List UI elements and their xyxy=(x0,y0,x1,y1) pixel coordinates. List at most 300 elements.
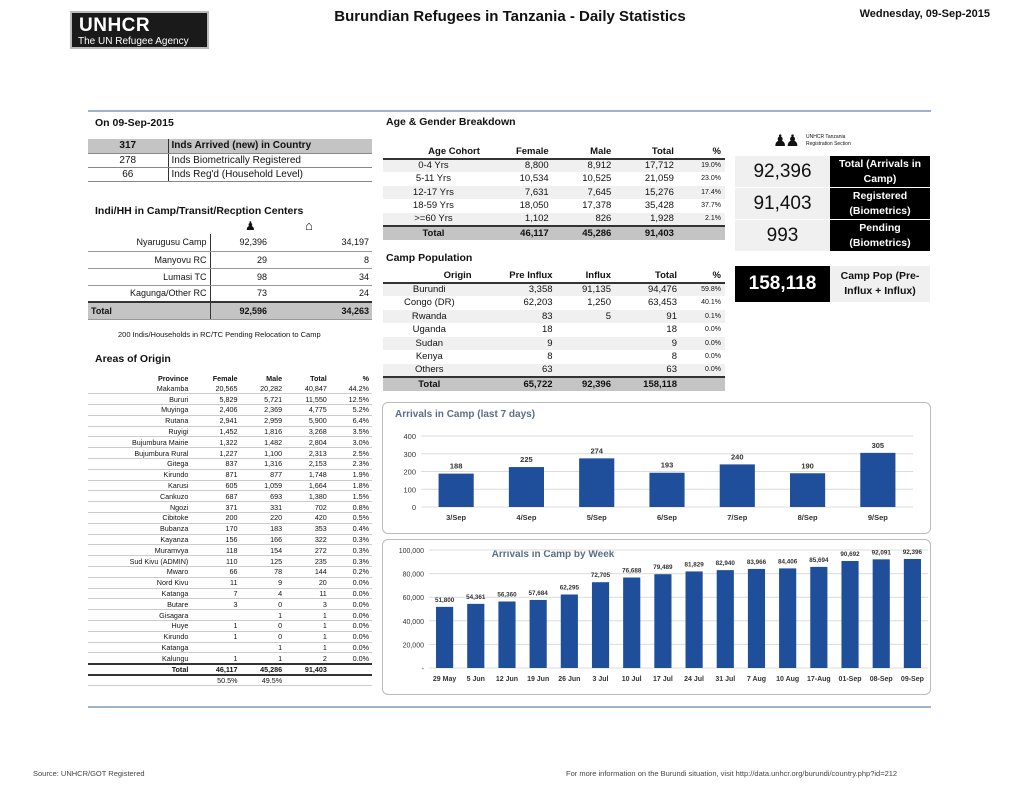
camp-total-total: 158,118 xyxy=(615,377,681,391)
table-row xyxy=(88,251,372,268)
camp-influx xyxy=(557,337,615,351)
daily-value: 66 xyxy=(88,167,168,181)
origin-total-total: 91,403 xyxy=(285,664,330,675)
y-tick-label: 60,000 xyxy=(402,595,424,603)
daily-row xyxy=(88,139,372,153)
table-row xyxy=(88,415,372,426)
origin-province: Sud Kivu (ADMIN) xyxy=(88,556,191,567)
y-tick-label: 100,000 xyxy=(398,548,424,555)
origin-total: 144 xyxy=(285,567,330,578)
origin-female: 605 xyxy=(191,480,240,491)
origin-pct: 0.0% xyxy=(330,610,372,621)
age-pct: 19.0% xyxy=(678,159,725,173)
data-label: 193 xyxy=(660,460,674,470)
origin-male: 125 xyxy=(240,556,285,567)
person-icon: ♟ xyxy=(245,219,256,233)
center-households: 34 xyxy=(270,268,372,285)
daily-label: Inds Reg'd (Household Level) xyxy=(168,167,372,181)
age-pct-total xyxy=(678,226,725,240)
origin-province: Nord Kivu xyxy=(88,577,191,588)
origin-province: Gitega xyxy=(88,459,191,470)
bar xyxy=(810,567,827,668)
x-tick-label: 7/Sep xyxy=(727,513,748,522)
age-cohort: 0-4 Yrs xyxy=(383,159,484,173)
table-row xyxy=(88,621,372,632)
table-row xyxy=(383,186,725,200)
table-row xyxy=(88,502,372,513)
camp-pct: 0.0% xyxy=(681,337,725,351)
origin-total: 1 xyxy=(285,610,330,621)
origin-female: 1,452 xyxy=(191,426,240,437)
chart-title: Arrivals in Camp by Week xyxy=(491,549,615,560)
x-tick-label: 5 Jun xyxy=(466,676,485,683)
origin-male: 166 xyxy=(240,534,285,545)
kpi-camp-pop xyxy=(735,266,930,302)
camp-influx xyxy=(557,350,615,364)
age-gender-body xyxy=(383,159,725,240)
age-pct: 17.4% xyxy=(678,186,725,200)
age-cohort: 12-17 Yrs xyxy=(383,186,484,200)
camp-origin: Rwanda xyxy=(383,310,476,324)
origin-male: 183 xyxy=(240,523,285,534)
camp-pre-influx: 62,203 xyxy=(523,297,553,309)
x-tick-label: 4/Sep xyxy=(516,513,537,522)
bar xyxy=(860,453,895,507)
origin-province: Muramvya xyxy=(88,545,191,556)
origin-male: 2,369 xyxy=(240,405,285,416)
origin-province: Kirundo xyxy=(88,631,191,642)
bottom-divider xyxy=(88,706,931,708)
table-row xyxy=(383,323,725,337)
data-label: 90,692 xyxy=(840,550,860,558)
bar xyxy=(790,473,825,507)
table-row xyxy=(88,491,372,502)
origin-province: Karusi xyxy=(88,480,191,491)
unhcr-logo xyxy=(70,11,209,49)
origin-male: 220 xyxy=(240,513,285,524)
table-row xyxy=(88,513,372,524)
table-row xyxy=(383,350,725,364)
table-row xyxy=(88,642,372,653)
x-tick-label: 3 Jul xyxy=(592,676,609,683)
logo-sub-text: The UN Refugee Agency xyxy=(78,36,189,47)
table-row xyxy=(88,405,372,416)
kpi-legend-line2: Registration Section xyxy=(806,141,851,147)
table-row xyxy=(88,394,372,405)
origin-total: 11,550 xyxy=(285,394,330,405)
bar xyxy=(649,473,684,507)
origin-female: 687 xyxy=(191,491,240,502)
camp-origin: Kenya xyxy=(415,351,443,363)
age-col-total: Total xyxy=(615,145,678,159)
camp-pre-influx: 63 xyxy=(476,364,557,378)
table-row xyxy=(88,268,372,285)
logo-main-text: UNHCR xyxy=(79,15,151,36)
camp-pct-total xyxy=(681,377,725,391)
table-row xyxy=(88,534,372,545)
origin-pct: 5.2% xyxy=(330,405,372,416)
origin-heading: Areas of Origin xyxy=(95,353,171,365)
table-total-row xyxy=(88,302,372,319)
data-label: 83,966 xyxy=(746,558,767,566)
table-row xyxy=(383,199,725,213)
camp-total: 94,476 xyxy=(615,283,681,297)
camp-total: 63,453 xyxy=(647,297,677,309)
camp-pct: 40.1% xyxy=(701,299,721,307)
age-total: 1,928 xyxy=(615,213,678,227)
origin-pct: 0.3% xyxy=(330,556,372,567)
y-tick-label: - xyxy=(421,666,424,673)
origin-pct: 2.5% xyxy=(330,448,372,459)
origin-province: Bujumbura Rural xyxy=(88,448,191,459)
household-icon: ⌂ xyxy=(305,218,313,233)
origin-male: 877 xyxy=(240,469,285,480)
origin-province: Bujumbura Mairie xyxy=(88,437,191,448)
table-row xyxy=(88,437,372,448)
camp-pct: 59.8% xyxy=(681,283,725,297)
center-name: Kagunga/Other RC xyxy=(88,285,210,302)
age-cohort-total: Total xyxy=(383,226,484,240)
bar xyxy=(841,561,858,668)
origin-female: 66 xyxy=(191,567,240,578)
bar xyxy=(436,607,453,668)
data-label: 92,091 xyxy=(871,549,891,557)
origin-female: 1 xyxy=(191,653,240,664)
origin-male: 1,100 xyxy=(240,448,285,459)
origin-province: Katanga xyxy=(88,642,191,653)
origin-col-province: Province xyxy=(157,374,189,383)
origin-col-pct: % xyxy=(362,374,369,383)
data-label: 305 xyxy=(871,440,885,450)
center-households: 34,197 xyxy=(270,234,372,251)
origin-pct-share xyxy=(330,675,372,686)
origin-female: 156 xyxy=(191,534,240,545)
origin-province: Bururi xyxy=(88,394,191,405)
origin-male: 78 xyxy=(240,567,285,578)
kpi-pending xyxy=(735,220,930,251)
age-total: 15,276 xyxy=(615,186,678,200)
data-label: 274 xyxy=(590,446,603,456)
people-icon: ♟♟ xyxy=(773,133,798,150)
origin-province: Gisagara xyxy=(88,610,191,621)
camp-pre-influx: 3,358 xyxy=(476,283,557,297)
table-row xyxy=(383,159,725,173)
center-individuals: 29 xyxy=(210,251,270,268)
origin-pct: 0.3% xyxy=(330,545,372,556)
kpi-registered-value: 91,403 xyxy=(735,188,830,219)
bar xyxy=(873,559,890,668)
data-label: 62,295 xyxy=(559,584,579,592)
report-date: Wednesday, 09-Sep-2015 xyxy=(859,8,990,20)
data-label: 82,940 xyxy=(715,560,735,568)
x-tick-label: 08-Sep xyxy=(869,676,893,683)
bar xyxy=(748,569,765,668)
origin-province: Mwaro xyxy=(88,567,191,578)
table-row xyxy=(88,653,372,664)
origin-total: 1 xyxy=(285,642,330,653)
bar xyxy=(530,600,547,668)
origin-province: Bubanza xyxy=(88,523,191,534)
center-total-households: 34,263 xyxy=(270,302,372,319)
origin-total: 5,900 xyxy=(285,415,330,426)
origin-female: 2,406 xyxy=(191,405,240,416)
x-tick-label: 6/Sep xyxy=(656,513,678,522)
origin-province-total: Total xyxy=(88,664,191,675)
age-col-male: Male xyxy=(553,145,616,159)
origin-province: Ngozi xyxy=(88,502,191,513)
camp-pop-heading: Camp Population xyxy=(386,252,473,264)
centers-table xyxy=(88,234,372,320)
table-row xyxy=(88,567,372,578)
origin-pct: 0.0% xyxy=(330,642,372,653)
origin-male: 1,316 xyxy=(240,459,285,470)
bar xyxy=(509,467,544,507)
camp-origin-total: Total xyxy=(383,377,476,391)
age-col-cohort: Age Cohort xyxy=(383,145,484,159)
origin-pct: 0.0% xyxy=(330,621,372,632)
y-tick-label: 100 xyxy=(403,485,416,495)
origin-pct: 0.5% xyxy=(330,513,372,524)
kpi-pending-label: Pending (Biometrics) xyxy=(830,220,930,251)
origin-total: 1,748 xyxy=(285,469,330,480)
origin-total: 2,804 xyxy=(285,437,330,448)
origin-total: 272 xyxy=(285,545,330,556)
camp-pre-influx: 9 xyxy=(476,337,557,351)
data-label: 79,489 xyxy=(653,564,673,572)
page-title: Burundian Refugees in Tanzania - Daily Statistics xyxy=(334,8,686,25)
camp-origin: Burundi xyxy=(383,283,476,297)
x-tick-label: 01-Sep xyxy=(838,676,862,683)
age-col-pct: % xyxy=(678,145,725,159)
footer-source: Source: UNHCR/GOT Registered xyxy=(33,769,145,778)
table-header-row xyxy=(383,269,725,283)
x-tick-label: 7 Aug xyxy=(746,676,767,683)
data-label: 92,396 xyxy=(902,548,923,556)
bar xyxy=(654,574,671,668)
origin-total: 1 xyxy=(285,621,330,632)
origin-male: 1 xyxy=(240,642,285,653)
origin-total: 1,664 xyxy=(285,480,330,491)
origin-province: Cibitoke xyxy=(88,513,191,524)
origin-province: Makamba xyxy=(88,383,191,394)
kpi-total-value: 92,396 xyxy=(735,156,830,187)
origin-col-male: Male xyxy=(266,374,283,383)
age-female: 1,102 xyxy=(484,213,553,227)
table-row xyxy=(88,383,372,394)
origin-total: 235 xyxy=(285,556,330,567)
table-row xyxy=(383,296,725,310)
table-total-row xyxy=(383,377,725,391)
age-male-total: 45,286 xyxy=(553,226,616,240)
origin-province: Cankuzo xyxy=(88,491,191,502)
daily-label: Inds Arrived (new) in Country xyxy=(168,139,372,153)
x-tick-label: 31 Jul xyxy=(715,676,736,683)
origin-female: 1 xyxy=(191,631,240,642)
camp-pre-influx: 83 xyxy=(476,310,557,324)
daily-label: Inds Biometrically Registered xyxy=(168,153,372,167)
origin-total: 3 xyxy=(285,599,330,610)
camp-pre-influx-total: 65,722 xyxy=(476,377,557,391)
table-header-row xyxy=(383,145,725,159)
table-row xyxy=(88,448,372,459)
camp-total: 18 xyxy=(666,324,677,336)
chart-by-week xyxy=(382,539,931,695)
origin-total: 420 xyxy=(285,513,330,524)
age-male: 10,525 xyxy=(582,173,612,185)
kpi-camp-pop-value: 158,118 xyxy=(735,266,830,302)
origin-province: Huye xyxy=(88,621,191,632)
daily-value: 317 xyxy=(88,139,168,153)
data-label: 57,684 xyxy=(528,589,548,597)
center-individuals: 73 xyxy=(210,285,270,302)
x-tick-label: 3/Sep xyxy=(446,513,467,522)
camp-pct: 0.0% xyxy=(705,326,721,334)
y-tick-label: 200 xyxy=(403,467,416,477)
age-pct: 37.7% xyxy=(701,202,721,210)
age-pct: 2.1% xyxy=(678,213,725,227)
age-female: 7,631 xyxy=(484,186,553,200)
origin-col-total: Total xyxy=(310,374,327,383)
chart-title: Arrivals in Camp (last 7 days) xyxy=(395,409,536,420)
camp-origin: Uganda xyxy=(412,324,446,336)
table-row xyxy=(88,610,372,621)
origin-male: 0 xyxy=(240,621,285,632)
x-tick-label: 17-Aug xyxy=(806,676,831,683)
camp-col-origin: Origin xyxy=(383,269,476,283)
origin-male: 1,816 xyxy=(240,426,285,437)
origin-total: 2,153 xyxy=(285,459,330,470)
age-male: 7,645 xyxy=(553,186,616,200)
center-total-label: Total xyxy=(88,302,210,319)
camp-pop-table xyxy=(383,269,725,391)
origin-male: 1,059 xyxy=(240,480,285,491)
bar xyxy=(439,474,474,507)
origin-table-body xyxy=(88,383,372,686)
bar xyxy=(592,582,609,668)
table-row xyxy=(88,459,372,470)
x-tick-label: 29 May xyxy=(432,676,457,683)
age-female: 18,050 xyxy=(519,200,549,212)
kpi-camp-pop-label: Camp Pop (Pre-Influx + Influx) xyxy=(830,266,930,302)
origin-province-share xyxy=(88,675,191,686)
camp-total: 63 xyxy=(615,364,681,378)
bar xyxy=(467,604,484,668)
data-label: 85,694 xyxy=(809,556,829,564)
origin-pct: 3.5% xyxy=(330,426,372,437)
origin-pct: 6.4% xyxy=(330,415,372,426)
age-total: 35,428 xyxy=(644,200,674,212)
origin-total: 702 xyxy=(285,502,330,513)
top-divider xyxy=(88,110,931,112)
origin-female: 371 xyxy=(191,502,240,513)
origin-pct: 0.8% xyxy=(330,502,372,513)
x-tick-label: 10 Jul xyxy=(621,676,642,683)
age-male: 826 xyxy=(553,213,616,227)
kpi-pending-value: 993 xyxy=(735,220,830,251)
origin-pct: 2.3% xyxy=(330,459,372,470)
data-label: 72,705 xyxy=(590,572,611,580)
table-row xyxy=(88,545,372,556)
center-individuals: 98 xyxy=(210,268,270,285)
table-row xyxy=(88,480,372,491)
origin-province: Katanga xyxy=(88,588,191,599)
daily-row xyxy=(88,153,372,167)
origin-province: Kayanza xyxy=(88,534,191,545)
age-female: 10,534 xyxy=(519,173,549,185)
data-label: 81,829 xyxy=(684,561,704,569)
data-label: 240 xyxy=(731,452,744,462)
table-row xyxy=(88,577,372,588)
origin-female: 170 xyxy=(191,523,240,534)
camp-origin: Sudan xyxy=(383,337,476,351)
table-row xyxy=(383,310,725,324)
age-cohort: 5-11 Yrs xyxy=(415,173,451,185)
data-label: 84,406 xyxy=(778,558,798,566)
origin-total-share xyxy=(285,675,330,686)
camp-pct: 0.0% xyxy=(681,364,725,378)
centers-note: 200 Indis/Households in RC/TC Pending Relocation to Camp xyxy=(118,330,321,339)
age-female: 8,800 xyxy=(484,159,553,173)
origin-pct: 0.0% xyxy=(330,577,372,588)
table-row xyxy=(88,556,372,567)
centers-heading: Indi/HH in Camp/Transit/Recption Centers xyxy=(95,205,304,217)
camp-influx xyxy=(557,323,615,337)
age-gender-heading: Age & Gender Breakdown xyxy=(386,116,516,128)
data-label: 225 xyxy=(520,455,533,465)
table-pct-row xyxy=(88,675,372,686)
bar xyxy=(779,568,796,668)
center-individuals: 92,396 xyxy=(210,234,270,251)
y-tick-label: 400 xyxy=(403,432,416,441)
origin-female xyxy=(191,610,240,621)
y-tick-label: 40,000 xyxy=(402,618,424,626)
origin-pct: 0.0% xyxy=(330,653,372,664)
camp-col-influx: Influx xyxy=(557,269,615,283)
bar xyxy=(561,594,578,668)
origin-total: 322 xyxy=(285,534,330,545)
y-tick-label: 0 xyxy=(411,503,416,512)
bar xyxy=(623,578,640,668)
x-tick-label: 19 Jun xyxy=(527,676,550,683)
kpi-total-label: Total (Arrivals in Camp) xyxy=(830,156,930,187)
camp-influx: 1,250 xyxy=(587,297,611,309)
origin-male: 693 xyxy=(240,491,285,502)
origin-pct: 1.5% xyxy=(330,491,372,502)
x-tick-label: 9/Sep xyxy=(867,513,888,522)
origin-female: 871 xyxy=(191,469,240,480)
bar xyxy=(579,458,614,507)
origin-pct: 44.2% xyxy=(330,383,372,394)
origin-male: 1 xyxy=(240,610,285,621)
table-row xyxy=(88,234,372,251)
camp-pre-influx: 8 xyxy=(547,351,553,363)
age-male: 8,912 xyxy=(553,159,616,173)
table-row xyxy=(383,283,725,297)
table-row xyxy=(383,213,725,227)
camp-pre-influx: 18 xyxy=(541,324,553,336)
daily-heading: On 09-Sep-2015 xyxy=(95,117,174,129)
origin-male: 5,721 xyxy=(240,394,285,405)
camp-total: 91 xyxy=(615,310,681,324)
table-row xyxy=(88,469,372,480)
origin-male: 0 xyxy=(240,631,285,642)
center-name: Nyarugusu Camp xyxy=(88,234,210,251)
center-total-individuals: 92,596 xyxy=(210,302,270,319)
x-tick-label: 5/Sep xyxy=(586,513,607,522)
age-col-female: Female xyxy=(484,145,553,159)
center-households: 8 xyxy=(270,251,372,268)
origin-province: Ruyigi xyxy=(88,426,191,437)
